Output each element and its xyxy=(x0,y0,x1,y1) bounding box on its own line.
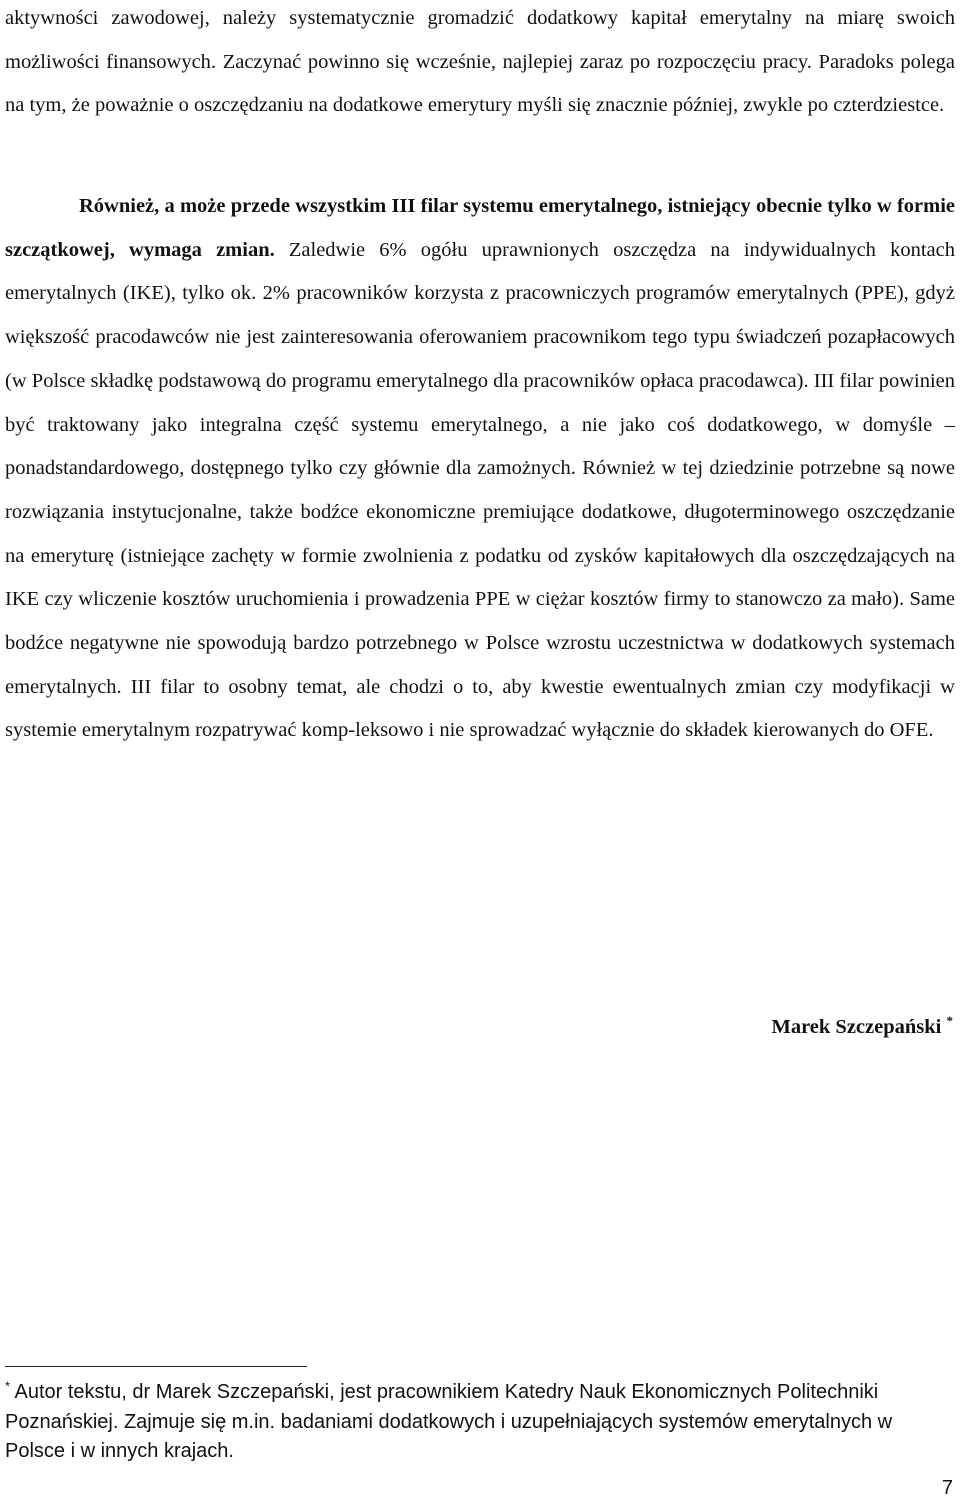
document-page xyxy=(5,0,955,1509)
body-paragraph-1: aktywności zawodowej, należy systematycznie gromadzić dodatkowy kapitał emerytalny na miarę swoich możliwości finansowych. Zaczynać powinno się wcześnie, najlepiej zaraz po rozpoczęciu pracy. Paradoks polega na tym, że poważnie o oszczędzaniu na dodatkowe emerytury myśli się znacznie później, zwykle po czterdziestce. xyxy=(5,7,955,117)
page-number: 7 xyxy=(941,1477,953,1499)
paragraph-2-text: Zaledwie 6% ogółu uprawnionych oszczędza na indywidualnych kontach emerytalnych (IKE), tylko ok. 2% pracowników korzysta z pracowniczych programów emerytalnych (PPE), gdyż większość pracodawców nie jest zainteresowania oferowaniem pracownikom tego typu świadczeń pozapłacowych (w Polsce składkę podstawową do programu emerytalnego dla pracowników opłaca pracodawca). III filar powinien być traktowany jako integralna część systemu emerytalnego, a nie jako coś dodatkowego, w domyśle – ponadstandardowego, dostępnego tylko czy głównie dla zamożnych. Również w tej dziedzinie potrzebne są nowe rozwiązania instytucjonalne, także bodźce ekonomiczne premiujące dodatkowe, długoterminowego oszczędzanie na emeryturę (istniejące zachęty w formie zwolnienia z podatku od zysków kapitałowych dla oszczędzających na IKE czy wliczenie kosztów uruchomienia i prowadzenia PPE w ciężar kosztów firmy to stanowczo za mało). Same bodźce negatywne nie spowodują bardzo potrzebnego w Polsce wzrostu uczestnictwa w dodatkowych systemach emerytalnych. III filar to osobny temat, ale chodzi o to, aby kwestie ewentualnych zmian czy modyfikacji w systemie emerytalnym rozpatrywać komp-leksowo i nie sprowadzać wyłącznie do składek kierowanych do OFE. xyxy=(5,238,955,742)
footnote xyxy=(5,1378,935,1467)
author-name: Marek Szczepański xyxy=(771,1016,942,1038)
paragraph-2-bold-lead: Również, a może przede wszystkim III filar systemu emerytalnego, istniejący obecnie tylko w formie szczątkowej, wymaga zmian. xyxy=(5,195,955,261)
author-signature xyxy=(771,1012,953,1042)
footnote-mark: * xyxy=(5,1378,11,1394)
footnote-separator xyxy=(5,1366,307,1367)
body-paragraph-2 xyxy=(5,185,955,753)
footnote-text: Autor tekstu, dr Marek Szczepański, jest pracownikiem Katedry Nauk Ekonomicznych Politechniki Poznańskiej. Zajmuje się m.in. badaniami dodatkowych i uzupełniających systemów emerytalnych w Polsce i w innych krajach. xyxy=(5,1381,893,1462)
author-footnote-mark: * xyxy=(946,1013,953,1029)
